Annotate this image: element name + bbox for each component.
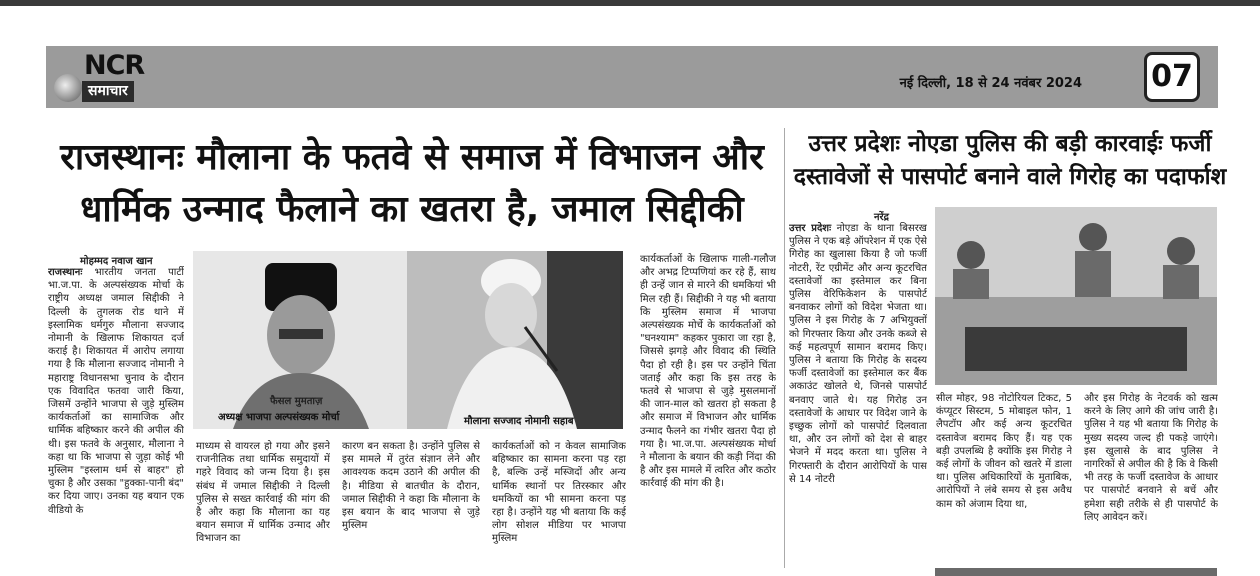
police-press-photo — [935, 207, 1217, 385]
left-col1-text: भारतीय जनता पार्टी भा.ज.पा. के अल्पसंख्यक मोर्चा के राष्ट्रीय अध्यक्ष जमाल सिद्दीकी ने दिल्ली के तुगलक रोड थाने में इस्लामिक धर्मगुरु मौलाना सज्जाद नोमानी के खिलाफ शिकायत दर्ज कराई है। शिकायत में आरोप लगाया गया है कि मौलाना सज्जाद नोमानी ने महाराष्ट्र विधानसभा चुनाव के दौरान एक विवादित फतवा जारी किया, जिसमें उन्होंने भाजपा से जुड़े मुस्लिम कार्यकर्ताओं का सामाजिक और धार्मिक बहिष्कार करने की अपील की थी। इस फतवे के अनुसार, मौलाना ने कहा था कि भाजपा से जुड़ा कोई भी मुस्लिम "इस्लाम धर्म से बाहर" हो चुका है और उसका "हुक्का-पानी बंद" कर दिया जाए। उनका यह बयान एक वीडियो के — [48, 267, 184, 516]
photo2-caption: मौलाना सज्जाद नोमानी सहाब — [464, 416, 574, 427]
logo-main-text: NCR — [84, 50, 145, 81]
right-col1 — [789, 222, 927, 562]
police-group-icon — [935, 207, 1217, 385]
left-col4: कार्यकर्ताओं को न केवल सामाजिक बहिष्कार का सामना करना पड़ रहा है, बल्कि उन्हें मस्जिदों और अन्य धार्मिक स्थानों पर तिरस्कार और धमकियों का भी सामना करना पड़ रहा है। उन्होंने यह भी बताया कि कई लोग सोशल मीडिया पर भाजपा मुस्लिम — [492, 441, 626, 545]
issue-dateline: नई दिल्ली, 18 से 24 नवंबर 2024 — [899, 76, 1082, 91]
right-col2: सील मोहर, 98 नोटोरियल टिकट, 5 कंप्यूटर सिस्टम, 5 मोबाइल फोन, 1 लैपटॉप और कई अन्य कूटरचित दस्तावेज बरामद किए हैं। यह एक बड़ी उपलब्धि है क्योंकि इस गिरोह ने कई लोगों के जीवन को खतरे में डाला था। पुलिस अधिकारियों के मुताबिक, आरोपियों ने लंबे समय से इस अवैध काम को अंजाम दिया था, — [936, 393, 1072, 510]
left-col3: कारण बन सकता है। उन्होंने पुलिस से इस मामले में तुरंत संज्ञान लेने और आवश्यक कदम उठाने की अपील की है। मीडिया से बातचीत के दौरान, जमाल सिद्दीकी ने कहा कि मौलाना के इस बयान के बाद भाजपा से जुड़े मुस्लिम — [342, 441, 480, 532]
photo1-caption-title: अध्यक्ष भाजपा अल्पसंख्यक मोर्चा — [218, 412, 340, 423]
column-divider — [784, 128, 785, 568]
left-headline — [40, 132, 784, 236]
left-headline-line2: धार्मिक उन्माद फैलाने का खतरा है, जमाल सिद्दीकी — [80, 189, 744, 230]
person-speaking-icon — [407, 251, 623, 429]
bottom-strip — [935, 568, 1217, 576]
right-dateline-label: उत्तर प्रदेशः — [789, 223, 832, 234]
photo1-caption-name: फैसल मुमताज़ — [270, 396, 323, 407]
left-byline: मोहम्मद नवाज खान — [80, 256, 153, 267]
page-number: 07 — [1144, 52, 1200, 102]
right-col3: और इस गिरोह के नेटवर्क को खत्म करने के लिए आगे की जांच जारी है। पुलिस ने यह भी बताया कि गिरोह के मुख्य सदस्य जल्द ही पकड़े जाएंगे। इस खुलासे के बाद पुलिस ने नागरिकों से अपील की है कि वे किसी भी तरह के फर्जी दस्तावेज के आधार पर पासपोर्ट बनवाने से बचें और हमेशा सही तरीके से ही पासपोर्ट के लिए आवेदन करें। — [1084, 393, 1218, 523]
left-headline-line1: राजस्थानः मौलाना के फतवे से समाज में विभाजन और — [60, 137, 764, 178]
right-byline: नरेंद्र — [874, 212, 889, 223]
right-headline-line1: उत्तर प्रदेशः नोएडा पुलिस की बड़ी कारवाईः फर्जी — [808, 131, 1212, 157]
right-headline-line2: दस्तावेजों से पासपोर्ट बनाने वाले गिरोह का पदार्फाश — [793, 164, 1227, 190]
left-col1 — [48, 266, 184, 562]
ncr-logo — [52, 50, 170, 104]
left-col5: कार्यकर्ताओं के खिलाफ गाली-गलौज और अभद्र टिप्पणियां कर रहे हैं, साथ ही उन्हें जान से मारने की धमकियां भी मिल रही हैं। सिद्दीकी ने यह भी बताया कि मुस्लिम समाज में भाजपा अल्पसंख्यक मोर्चे के कार्यकर्ताओं को "घनश्याम" कहकर पुकारा जा रहा है, जिससे झगड़े और विवाद की स्थिति पैदा हो रही है। इस पर उन्होंने चिंता जताई और कहा कि इस तरह के फतवे से भाजपा से जुड़े मुसलमानों की जान-माल को खतरा हो सकता है और समाज में विभाजन और धार्मिक उन्माद फैलने का गंभीर खतरा पैदा हो गया है। भा.ज.पा. अल्पसंख्यक मोर्चा ने मौलाना के बयान की कड़ी निंदा की है और इस मामले में त्वरित और कठोर कार्रवाई की मांग की है। — [640, 254, 776, 490]
left-col2: माध्यम से वायरल हो गया और इसने राजनीतिक तथा धार्मिक समुदायों में गहरे विवाद को जन्म दिया है। इस संबंध में जमाल सिद्दीकी ने दिल्ली पुलिस से सख्त कार्रवाई की मांग की है और कहा कि मौलाना का यह बयान समाज में धार्मिक उन्माद और विभाजन का — [196, 441, 330, 545]
left-dateline-label: राजस्थानः — [48, 267, 83, 278]
globe-icon — [54, 74, 82, 102]
top-bar — [0, 0, 1260, 6]
right-headline — [790, 128, 1230, 194]
logo-sub-text: समाचार — [82, 81, 134, 102]
masthead — [46, 46, 1218, 108]
right-col1-text: नोएडा के थाना बिसरख पुलिस ने एक बड़े ऑपरेशन में एक ऐसे गिरोह का खुलासा किया है जो फर्जी नोटरी, रेंट एग्रीमेंट और अन्य कूटरचित दस्तावेजों का इस्तेमाल कर बिना पुलिस वेरिफिकेशन के पासपोर्ट बनवाकर लोगों को विदेश भेजता था। पुलिस ने इस गिरोह के 7 अभियुक्तों को गिरफ्तार किया और उनके कब्जे से कई महत्वपूर्ण सामान बरामद किए। पुलिस ने बताया कि गिरोह के सदस्य फर्जी दस्तावेजों का इस्तेमाल कर बैंक अकाउंट खोलते थे, जिनसे पासपोर्ट बनवाए जाते थे। यह गिरोह उन दस्तावेजों के आधार पर विदेश जाने के इच्छुक लोगों को पासपोर्ट दिलवाता था, और उन लोगों को देश से बाहर भेजने में मदद करता था। पुलिस ने गिरफ्तारी के दौरान आरोपियों के पास से 14 नोटरी — [789, 223, 927, 485]
maulana-photo — [407, 251, 623, 429]
